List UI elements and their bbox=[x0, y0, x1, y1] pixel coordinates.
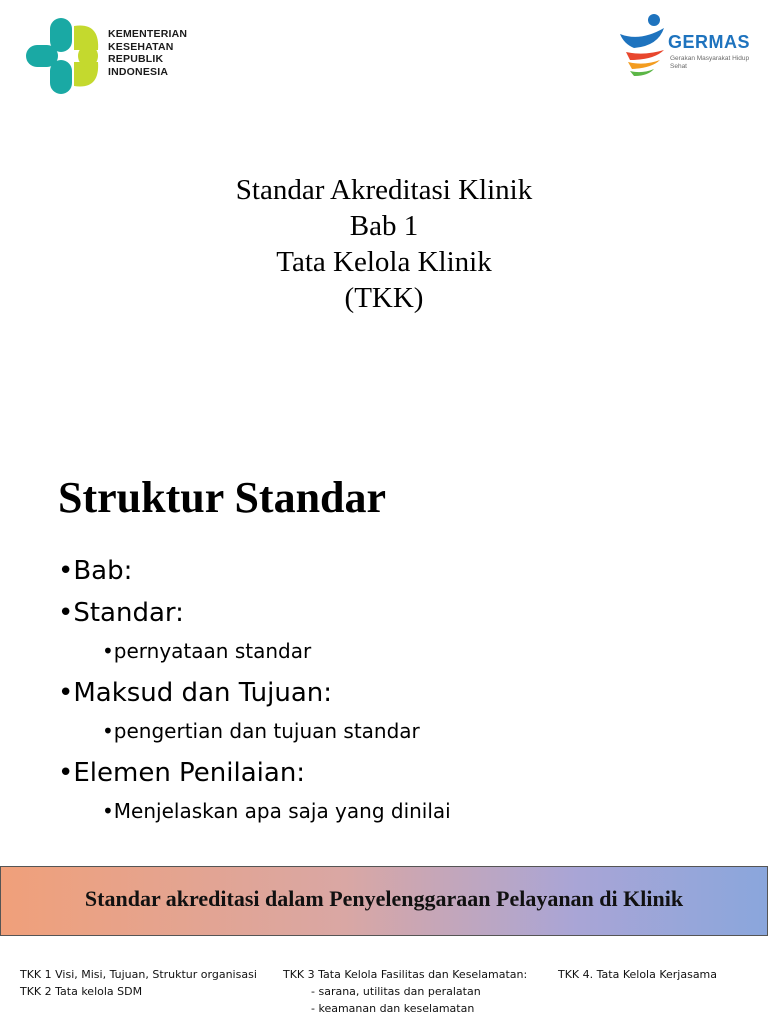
kemenkes-wordmark bbox=[108, 28, 218, 78]
overview-slide bbox=[0, 866, 768, 1024]
bullet-marker: • bbox=[58, 678, 74, 708]
tkk-subitem: - keamanan dan keselamatan bbox=[311, 1002, 475, 1015]
tkk-column-3 bbox=[558, 966, 717, 983]
bullet-marker: • bbox=[102, 639, 114, 663]
tkk-item: TKK 2 Tata kelola SDM bbox=[20, 985, 143, 998]
bullet-item bbox=[58, 752, 738, 794]
kemenkes-line: REPUBLIK bbox=[108, 53, 164, 65]
title-line: Standar Akreditasi Klinik bbox=[235, 174, 533, 206]
kemenkes-logo bbox=[26, 16, 216, 96]
bullet-label: Standar: bbox=[73, 598, 184, 628]
bullet-marker: • bbox=[102, 719, 114, 743]
bullet-marker: • bbox=[102, 799, 114, 823]
sub-bullet-label: Menjelaskan apa saja yang dinilai bbox=[113, 799, 451, 823]
bullet-marker: • bbox=[58, 598, 74, 628]
tkk-subitem: - sarana, utilitas dan peralatan bbox=[311, 985, 481, 998]
germas-wordmark: GERMAS bbox=[668, 32, 751, 52]
bullet-list bbox=[58, 550, 738, 832]
tkk-item: TKK 1 Visi, Misi, Tujuan, Struktur organisasi bbox=[20, 968, 257, 981]
section-heading: Struktur Standar bbox=[58, 473, 387, 522]
germas-tagline: Gerakan Masyarakat Hidup Sehat bbox=[670, 55, 750, 70]
bullet-marker: • bbox=[58, 758, 74, 788]
kemenkes-emblem-icon bbox=[26, 16, 102, 96]
bullet-label: Maksud dan Tujuan: bbox=[73, 678, 333, 708]
banner-title: Standar akreditasi dalam Penyelenggaraan Pelayanan di Klinik bbox=[84, 886, 684, 911]
tkk-item: TKK 4. Tata Kelola Kerjasama bbox=[558, 968, 718, 981]
title-line: Tata Kelola Klinik bbox=[276, 246, 492, 278]
tkk-item: TKK 3 Tata Kelola Fasilitas dan Keselamatan: bbox=[283, 968, 528, 981]
sub-bullet-item bbox=[58, 714, 738, 748]
sub-bullet-label: pengertian dan tujuan standar bbox=[113, 719, 420, 743]
title-line: Bab 1 bbox=[349, 210, 419, 242]
bullet-marker: • bbox=[58, 556, 74, 586]
kemenkes-line: KESEHATAN bbox=[108, 40, 174, 53]
tkk-column-1 bbox=[20, 966, 257, 1000]
tkk-column-2 bbox=[283, 966, 527, 1017]
germas-figure-icon bbox=[618, 12, 670, 78]
sub-bullet-item bbox=[58, 634, 738, 668]
title-slide bbox=[0, 0, 768, 440]
bullet-item bbox=[58, 672, 738, 714]
title-line: (TKK) bbox=[344, 282, 424, 314]
bullet-label: Bab: bbox=[73, 556, 133, 586]
sub-bullet-label: pernyataan standar bbox=[113, 639, 312, 663]
kemenkes-line: KEMENTERIAN bbox=[108, 28, 188, 40]
bullet-item bbox=[58, 550, 738, 592]
germas-logo bbox=[618, 12, 758, 78]
sub-bullet-item bbox=[58, 794, 738, 828]
bullet-label: Elemen Penilaian: bbox=[73, 758, 306, 788]
slide-title bbox=[0, 172, 768, 316]
structure-slide bbox=[0, 440, 768, 865]
bullet-item bbox=[58, 592, 738, 634]
kemenkes-line: INDONESIA bbox=[108, 65, 169, 78]
